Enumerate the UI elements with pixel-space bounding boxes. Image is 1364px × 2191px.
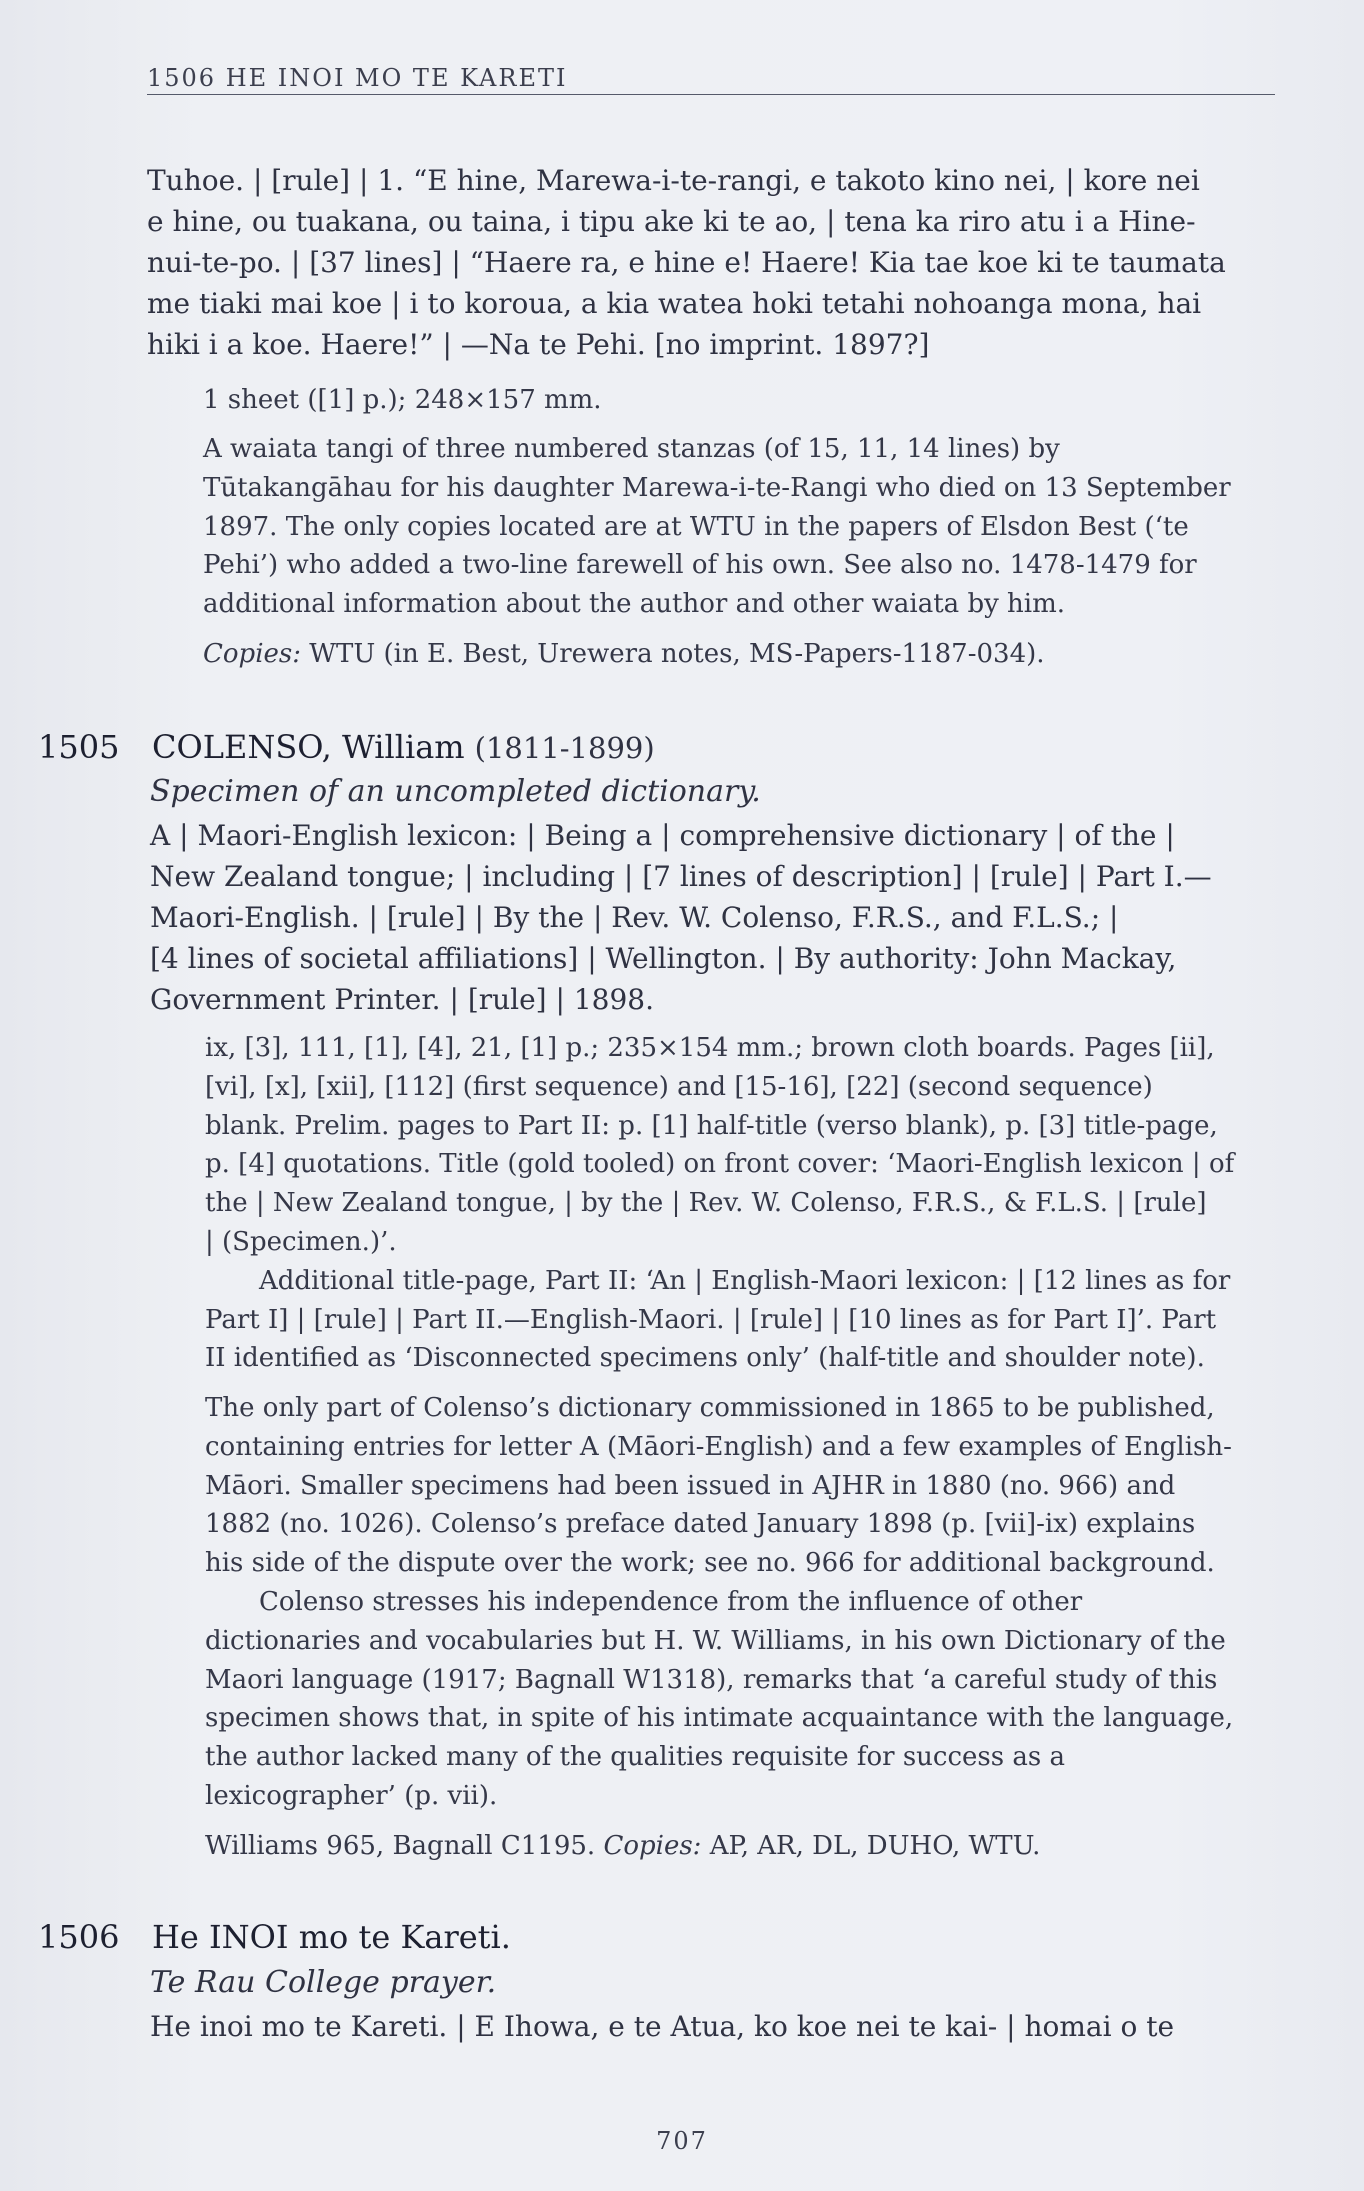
text-line: The only part of Colenso’s dictionary commissioned in 1865 to be published, [205, 1393, 1215, 1423]
text-line: A waiata tangi of three numbered stanzas (of 15, 11, 14 lines) by [203, 434, 1060, 464]
text-line: Maori language (1917; Bagnall W1318), remarks that ‘a careful study of this [205, 1664, 1218, 1695]
text-line: Maori-English. | [rule] | By the | Rev. W. Colenso, F.R.S., and F.L.S.; | [150, 901, 1119, 934]
text-line: 1897. The only copies located are at WTU in the papers of Elsdon Best (‘te [203, 511, 1189, 542]
entry-1505-transcription [150, 815, 1270, 1020]
entry-1504-title-continuation [147, 160, 1265, 365]
text-line: nui-te-po. | [37 lines] | “Haere ra, e hine e! Haere! Kia tae koe ki te taumata [147, 246, 1226, 279]
text-line: Additional title-page, Part II: ‘An | English-Maori lexicon: | [12 lines as for [259, 1265, 1231, 1296]
text-line: p. [4] quotations. Title (gold tooled) on front cover: ‘Maori-English lexicon | of [205, 1149, 1235, 1180]
running-head-rule [147, 94, 1275, 95]
copies-text: WTU (in E. Best, Urewera notes, MS-Papers-1187-034). [309, 639, 1045, 669]
text-line: Pehi’) who added a two-line farewell of his own. See also no. 1478-1479 for [203, 550, 1197, 581]
text-line: Tūtakangāhau for his daughter Marewa-i-te-Rangi who died on 13 September [203, 472, 1231, 503]
text-line: New Zealand tongue; | including | [7 lines of description] | [rule] | Part I.— [150, 860, 1212, 893]
text-line: the | New Zealand tongue, | by the | Rev. W. Colenso, F.R.S., & F.L.S. | [rule] [205, 1188, 1207, 1219]
entry-1506-heading: He INOI mo te Kareti. [152, 1918, 511, 1956]
text-line: He inoi mo te Kareti. | E Ihowa, e te Atua, ko koe nei te kai- | homai o te [150, 2010, 1175, 2043]
text-line: specimen shows that, in spite of his intimate acquaintance with the language, [205, 1703, 1234, 1734]
entry-author: COLENSO, William [152, 728, 465, 766]
entry-1504-copies [203, 635, 1273, 674]
running-head-text: 1506 HE INOI MO TE KARETI [147, 64, 568, 92]
entry-1505-references [205, 1827, 1275, 1866]
text-line: blank. Prelim. pages to Part II: p. [1] half-title (verso blank), p. [3] title-page, [205, 1110, 1218, 1141]
text-line: me tiaki mai koe | i to koroua, a kia watea hoki tetahi nohoanga mona, hai [147, 287, 1202, 320]
text-line: | (Specimen.)’. [205, 1226, 397, 1257]
running-head [147, 64, 1275, 92]
entry-1505-note [205, 1389, 1275, 1816]
text-line: A | Maori-English lexicon: | Being a | comprehensive dictionary | of the | [150, 819, 1175, 852]
entry-1505-heading [152, 727, 655, 768]
text-line: his side of the dispute over the work; see no. 966 for additional background. [205, 1548, 1215, 1579]
text-line: Tuhoe. | [rule] | 1. “E hine, Marewa-i-te-rangi, e takoto kino nei, | kore nei [147, 164, 1200, 197]
text-line: additional information about the author and other waiata by him. [203, 589, 1066, 620]
copies-text: AP, AR, DL, DUHO, WTU. [709, 1831, 1041, 1861]
page-number: 707 [656, 2127, 708, 2155]
text-line: Government Printer. | [rule] | 1898. [150, 983, 654, 1016]
text-line: [vi], [x], [xii], [112] (first sequence) and [15-16], [22] (second sequence) [205, 1071, 1153, 1102]
entry-1505-description [205, 1029, 1275, 1378]
copies-label: Copies: [203, 639, 301, 669]
entry-number-1506: 1506 [38, 1918, 120, 1956]
entry-1506-transcription [150, 2006, 1270, 2047]
text-line: II identified as ‘Disconnected specimens only’ (half-title and shoulder note). [205, 1343, 1205, 1374]
entry-dates: (1811-1899) [474, 731, 655, 765]
text-line: ix, [3], 111, [1], [4], 21, [1] p.; 235×154 mm.; brown cloth boards. Pages [ii], [205, 1033, 1215, 1063]
text-line: Part I] | [rule] | Part II.—English-Maori. | [rule] | [10 lines as for Part I]’. Part [205, 1304, 1217, 1335]
entry-1504-collation [203, 381, 1273, 420]
text-line: [4 lines of societal affiliations] | Wellington. | By authority: John Mackay, [150, 942, 1177, 975]
entry-1506-short-title: Te Rau College prayer. [150, 1965, 497, 2000]
text-line: e hine, ou tuakana, ou taina, i tipu ake ki te ao, | tena ka riro atu i a Hine- [147, 205, 1196, 238]
text-line: 1882 (no. 1026). Colenso’s preface dated January 1898 (p. [vii]-ix) explains [205, 1509, 1196, 1540]
entry-1504-note [203, 430, 1273, 624]
text-line: Māori. Smaller specimens had been issued in AJHR in 1880 (no. 966) and [205, 1470, 1176, 1501]
text-line: hiki i a koe. Haere!” | —Na te Pehi. [no imprint. 1897?] [147, 328, 930, 361]
text-line: dictionaries and vocabularies but H. W. Williams, in his own Dictionary of the [205, 1625, 1226, 1656]
references-text: Williams 965, Bagnall C1195. [205, 1831, 596, 1861]
text-line: containing entries for letter A (Māori-English) and a few examples of English- [205, 1431, 1232, 1462]
entry-1505-short-title: Specimen of an uncompleted dictionary. [150, 774, 761, 809]
copies-label: Copies: [603, 1831, 702, 1861]
text-line: Colenso stresses his independence from the influence of other [259, 1586, 1083, 1617]
entry-number-1505: 1505 [38, 728, 120, 766]
text-line: the author lacked many of the qualities requisite for success as a [205, 1742, 1065, 1773]
collation-text: 1 sheet ([1] p.); 248×157 mm. [203, 385, 602, 415]
text-line: lexicographer’ (p. vii). [205, 1780, 498, 1811]
